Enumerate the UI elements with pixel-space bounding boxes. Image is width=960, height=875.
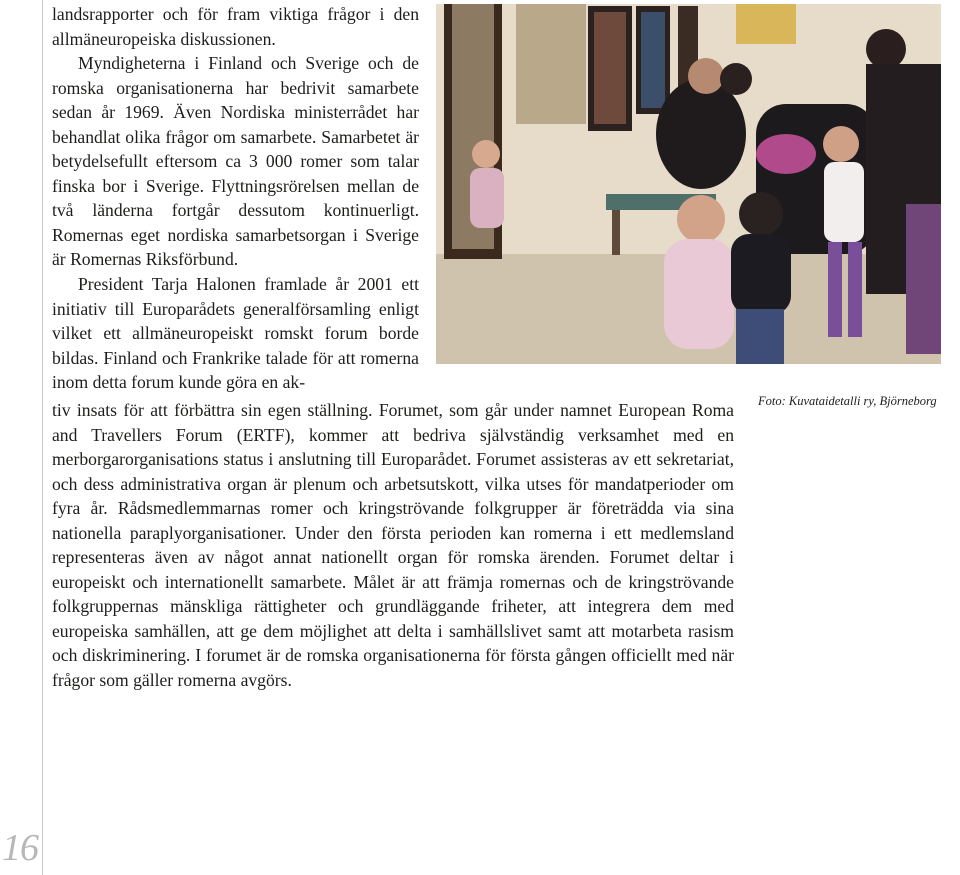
photo [436, 4, 941, 364]
paragraph-2: Myndigheterna i Finland och Sverige och de romska organisationerna har bedrivit samarbete sedan år 1969. Även Nordiska ministerrådet har behandlat olika frågor om samarbete. Samarbetet är betydelsefullt eftersom ca 3 000 romer som talar finska bor i Sverige. Flyttningsrörelsen mellan de två länderna fortgår dessutom kontinuerligt. Romernas eget nordiska samarbetsorgan i Sverige är Romernas Riksförbund. [52, 53, 419, 270]
paragraph-4: tiv insats för att förbättra sin egen ställning. Forumet, som går under namnet European Roma and Travellers Forum (ERTF), kommer att bedriva självständig verksamhet med en merborgarorganisations status i anslutning till Europarådet. Forumet assisteras av ett sekretariat, och dess administrativa organ är plenum och arbetsutskott, vilka utses för mandatperioder om fyra år. Rådsmedlemmarnas romer och kringströvande folkgrupper är företrädda via sina nationella paraplyorganisationer. Under den första perioden kan romerna i ett medlemsland representeras även av något annat nationellt organ för romska ärenden. Forumet deltar i europeiskt och internationellt samarbete. Målet är att främja romernas och de kringströvande folkgruppernas mänskliga rättigheter och grundläggande friheter, att integrera dem med europeiska samhällen, att ge dem möjlighet att delta i samhällslivet samt att motarbeta rasism och diskriminering. I forumet är de romska organisationerna för första gången officiellt med när frågor som gäller romerna avgörs. [52, 400, 734, 691]
paragraph-3: President Tarja Halonen framlade år 2001 ett initiativ till Europarådets generalförsamling enligt vilket ett allmäneuropeiskt romskt forum borde bildas. Finland och Frankrike talade för att romerna inom detta forum kunde göra en ak- [52, 274, 419, 393]
paragraph-1: landsrapporter och för fram viktiga frågor i den allmäneuropeiska diskussionen. [52, 4, 419, 49]
photo-illustration [436, 4, 941, 364]
margin-rule [42, 0, 43, 875]
wide-text-block [52, 398, 734, 693]
text-column [52, 2, 419, 395]
photo-caption: Foto: Kuvataidetalli ry, Björneborg [758, 394, 937, 408]
page-number: 16 [2, 827, 38, 869]
